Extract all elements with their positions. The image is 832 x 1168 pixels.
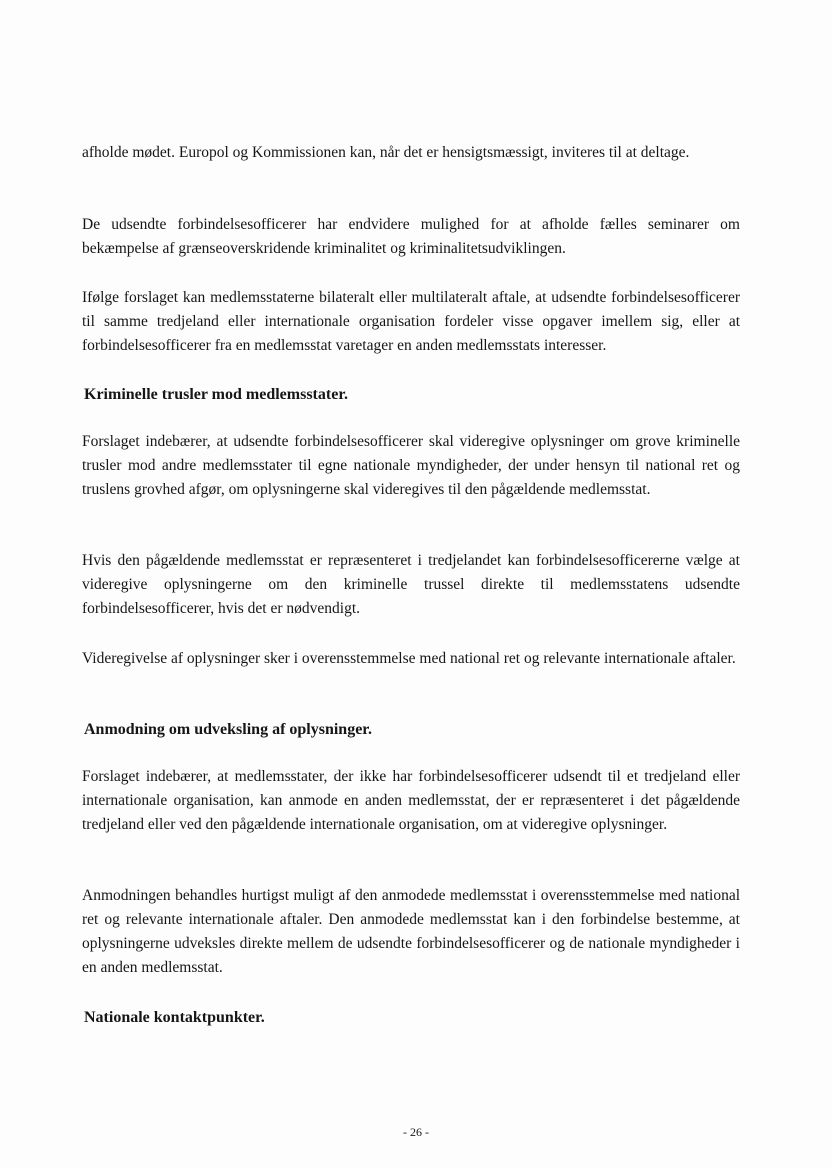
heading-national-contact-points: Nationale kontaktpunkter. (84, 1009, 265, 1026)
heading-information-exchange-request: Anmodning om udveksling af oplysninger. (84, 721, 372, 738)
paragraph-meeting-continuation: afholde mødet. Europol og Kommissionen kan, når det er hensigtsmæssigt, inviteres til at deltage. (82, 144, 690, 161)
paragraph-bilateral-agreements: Ifølge forslaget kan medlemsstaterne bilateralt eller multilateralt aftale, at udsendte forbindelsesofficerer til samme tredjeland eller internationale organisation fordeler visse opgaver imellem sig, eller at forbindelsesofficerer fra en medlemsstat varetager en anden medlemsstats interesser. (82, 289, 740, 354)
paragraph-disclosure-rules: Videregivelse af oplysninger sker i overensstemmelse med national ret og relevante internationale aftaler. (82, 650, 736, 667)
paragraph-direct-transfer: Hvis den pågældende medlemsstat er repræsenteret i tredjelandet kan forbindelsesofficererne vælge at videregive oplysningerne om den kriminelle trussel direkte til medlemsstatens udsendte forbindelsesofficerer, hvis det er nødvendigt. (82, 552, 740, 617)
heading-criminal-threats: Kriminelle trusler mod medlemsstater. (84, 386, 348, 403)
paragraph-request-processing: Anmodningen behandles hurtigst muligt af den anmodede medlemsstat i overensstemmelse med national ret og relevante internationale aftaler. Den anmodede medlemsstat kan i den forbindelse bestemme, at oplysningerne udveksles direkte mellem de udsendte forbindelsesofficerer og de nationale myndigheder i en anden medlemsstat. (82, 887, 740, 976)
paragraph-threat-reporting: Forslaget indebærer, at udsendte forbindelsesofficerer skal videregive oplysninger om grove kriminelle trusler mod andre medlemsstater til egne nationale myndigheder, der under hensyn til national ret og truslens grovhed afgør, om oplysningerne skal videregives til den pågældende medlemsstat. (82, 433, 740, 498)
paragraph-seminars: De udsendte forbindelsesofficerer har endvidere mulighed for at afholde fælles seminarer om bekæmpelse af grænseoverskridende kriminalitet og kriminalitetsudviklingen. (82, 216, 740, 257)
paragraph-request-other-member-state: Forslaget indebærer, at medlemsstater, der ikke har forbindelsesofficerer udsendt til et tredjeland eller internationale organisation, kan anmode en anden medlemsstat, der er repræsenteret i det pågældende tredjeland eller ved den pågældende internationale organisation, om at videregive oplysninger. (82, 768, 740, 833)
page-number: - 26 - (403, 1125, 429, 1139)
